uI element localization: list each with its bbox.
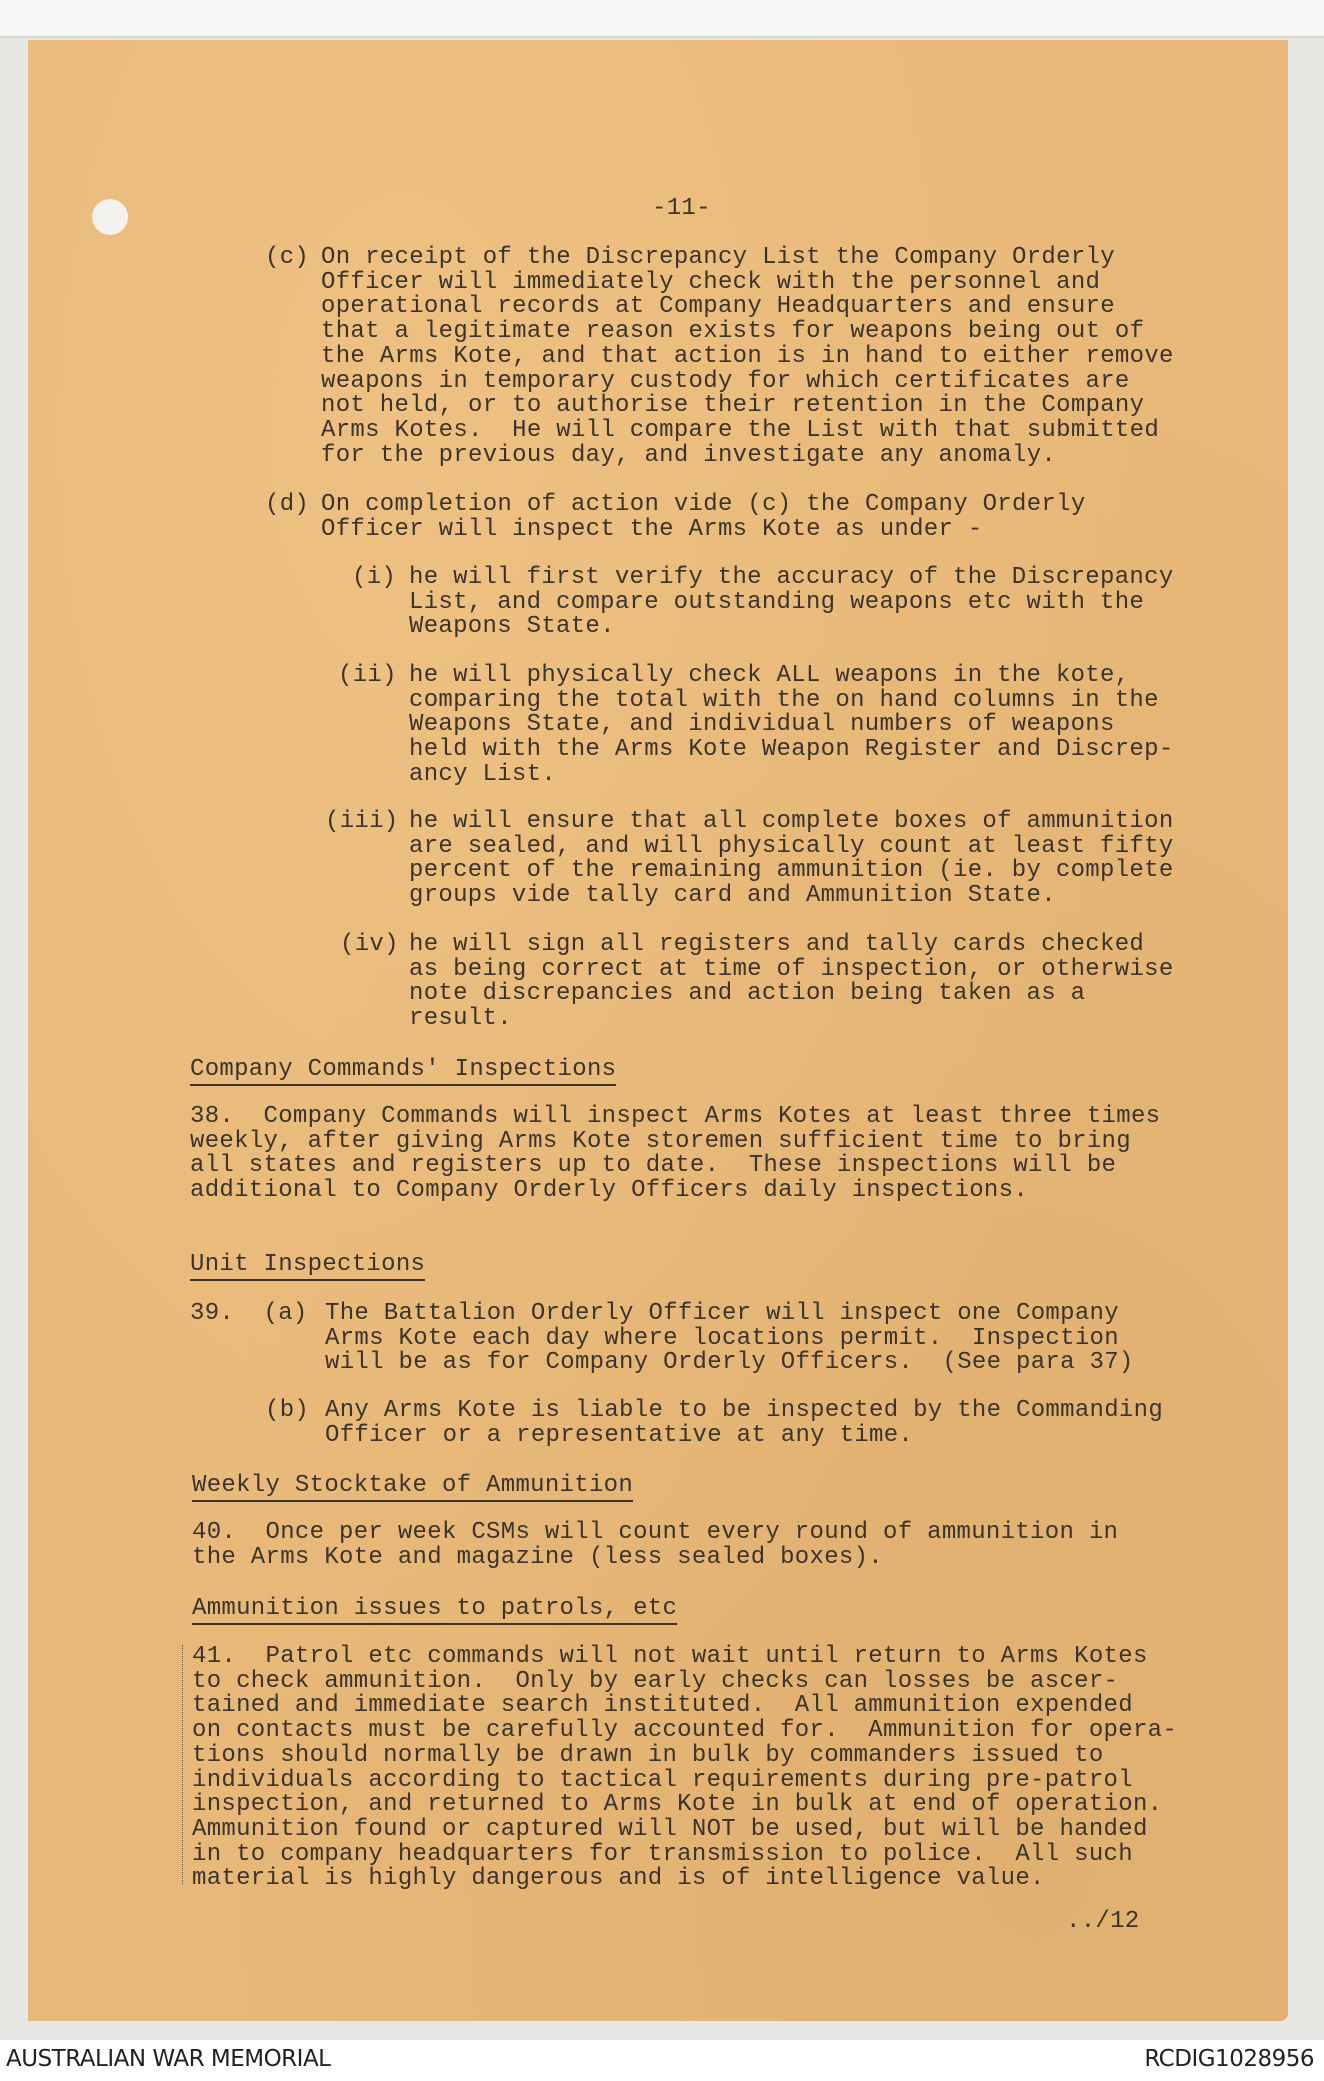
para-37d-iii-line: are sealed, and will physically count at least fifty (409, 832, 1174, 860)
para-38-line: all states and registers up to date. These inspections will be (190, 1152, 1117, 1180)
para-37d-iii-line: groups vide tally card and Ammunition State. (409, 882, 1056, 910)
punch-hole (92, 199, 128, 235)
para-39b-line: Any Arms Kote is liable to be inspected by the Commanding (325, 1397, 1164, 1424)
para-37d-iii-line: percent of the remaining ammunition (ie. by complete (409, 857, 1174, 885)
para-37c-line: that a legitimate reason exists for weapons being out of (321, 318, 1145, 346)
para-37d-line: On completion of action vide (c) the Company Orderly (321, 491, 1086, 518)
para-37d-line: Officer will inspect the Arms Kote as under - (321, 515, 983, 543)
footer-institution: AUSTRALIAN WAR MEMORIAL (6, 2046, 331, 2072)
para-37d-ii-line: he will physically check ALL weapons in the kote, (409, 662, 1130, 689)
page-number: -11- (652, 195, 711, 222)
para-37d-iii-line: he will ensure that all complete boxes of ammunition (409, 808, 1174, 835)
para-41-line: in to company headquarters for transmission to police. All such (192, 1840, 1133, 1868)
para-37d-iv-line: result. (409, 1005, 512, 1033)
para-41-line: to check ammunition. Only by early checks can losses be ascer- (192, 1667, 1119, 1695)
scan-top-margin (0, 0, 1324, 38)
para-37d-iii-label: (iii) (325, 808, 399, 835)
para-37d-iv-line: note discrepancies and action being taken as a (409, 980, 1086, 1008)
para-37c-line: Officer will immediately check with the personnel and (321, 268, 1101, 296)
para-38-line: 38. Company Commands will inspect Arms Kotes at least three times (190, 1103, 1161, 1130)
para-37d-ii-line: Weapons State, and individual numbers of weapons (409, 711, 1115, 739)
para-37d-ii-line: held with the Arms Kote Weapon Register and Discrep- (409, 736, 1174, 764)
para-41-line: individuals according to tactical requirements during pre-patrol (192, 1766, 1133, 1794)
heading-ammunition-issues: Ammunition issues to patrols, etc (192, 1597, 677, 1625)
para-39a-line: will be as for Company Orderly Officers. (See para 37) (325, 1349, 1134, 1377)
heading-unit-inspections: Unit Inspections (190, 1253, 425, 1281)
para-37d-ii-line: comparing the total with the on hand columns in the (409, 686, 1159, 714)
para-41-line: material is highly dangerous and is of intelligence value. (192, 1865, 1045, 1893)
para-39a-label: 39. (a) (190, 1300, 308, 1327)
para-40-line: the Arms Kote and magazine (less sealed boxes). (192, 1543, 884, 1571)
para-37c-line: the Arms Kote, and that action is in hand to either remove (321, 342, 1174, 370)
para-41-line: inspection, and returned to Arms Kote in bulk at end of operation. (192, 1791, 1163, 1819)
para-37d-i-label: (i) (352, 564, 397, 591)
para-37c-line: for the previous day, and investigate any anomaly. (321, 441, 1057, 469)
para-41-line: tions should normally be drawn in bulk by commanders issued to (192, 1741, 1104, 1769)
para-37d-iv-line: as being correct at time of inspection, or otherwise (409, 955, 1174, 983)
para-37d-ii-label: (ii) (338, 662, 397, 689)
para-37d-iv-label: (iv) (340, 931, 399, 958)
para-41-line: Ammunition found or captured will NOT be used, but will be handed (192, 1815, 1148, 1843)
para-41-line: on contacts must be carefully accounted for. Ammunition for opera- (192, 1717, 1178, 1745)
para-37d-ii-line: ancy List. (409, 760, 557, 788)
para-37d-iv-line: he will sign all registers and tally cards checked (409, 931, 1145, 958)
para-37c-line: operational records at Company Headquarters and ensure (321, 293, 1115, 321)
margin-mark (182, 1645, 183, 1885)
footer-record-id: RCDIG1028956 (1144, 2046, 1314, 2072)
para-37d-i-line: Weapons State. (409, 613, 615, 641)
heading-weekly-stocktake: Weekly Stocktake of Ammunition (192, 1474, 633, 1502)
para-39a-line: Arms Kote each day where locations permit. Inspection (325, 1324, 1119, 1352)
para-37c-line: On receipt of the Discrepancy List the Company Orderly (321, 244, 1115, 271)
para-40-line: 40. Once per week CSMs will count every round of ammunition in (192, 1519, 1119, 1546)
para-39a-line: The Battalion Orderly Officer will inspect one Company (325, 1300, 1119, 1327)
para-37c-line: Arms Kotes. He will compare the List with that submitted (321, 416, 1160, 444)
para-37c-label: (c) (265, 244, 310, 271)
para-37d-label: (d) (265, 491, 310, 518)
para-38-line: weekly, after giving Arms Kote storemen sufficient time to bring (190, 1127, 1131, 1155)
para-37c-line: weapons in temporary custody for which certificates are (321, 367, 1130, 395)
para-39b-line: Officer or a representative at any time. (325, 1421, 914, 1449)
para-41-line: tained and immediate search instituted. All ammunition expended (192, 1692, 1133, 1720)
para-37d-i-line: List, and compare outstanding weapons etc with the (409, 588, 1145, 616)
para-37c-line: not held, or to authorise their retention in the Company (321, 392, 1145, 420)
para-37d-i-line: he will first verify the accuracy of the Discrepancy (409, 564, 1174, 591)
heading-company-commands: Company Commands' Inspections (190, 1058, 616, 1086)
para-39b-label: (b) (265, 1397, 310, 1424)
para-41-line: 41. Patrol etc commands will not wait until return to Arms Kotes (192, 1643, 1148, 1670)
para-38-line: additional to Company Orderly Officers daily inspections. (190, 1177, 1029, 1205)
continuation-marker: ../12 (1066, 1908, 1140, 1935)
